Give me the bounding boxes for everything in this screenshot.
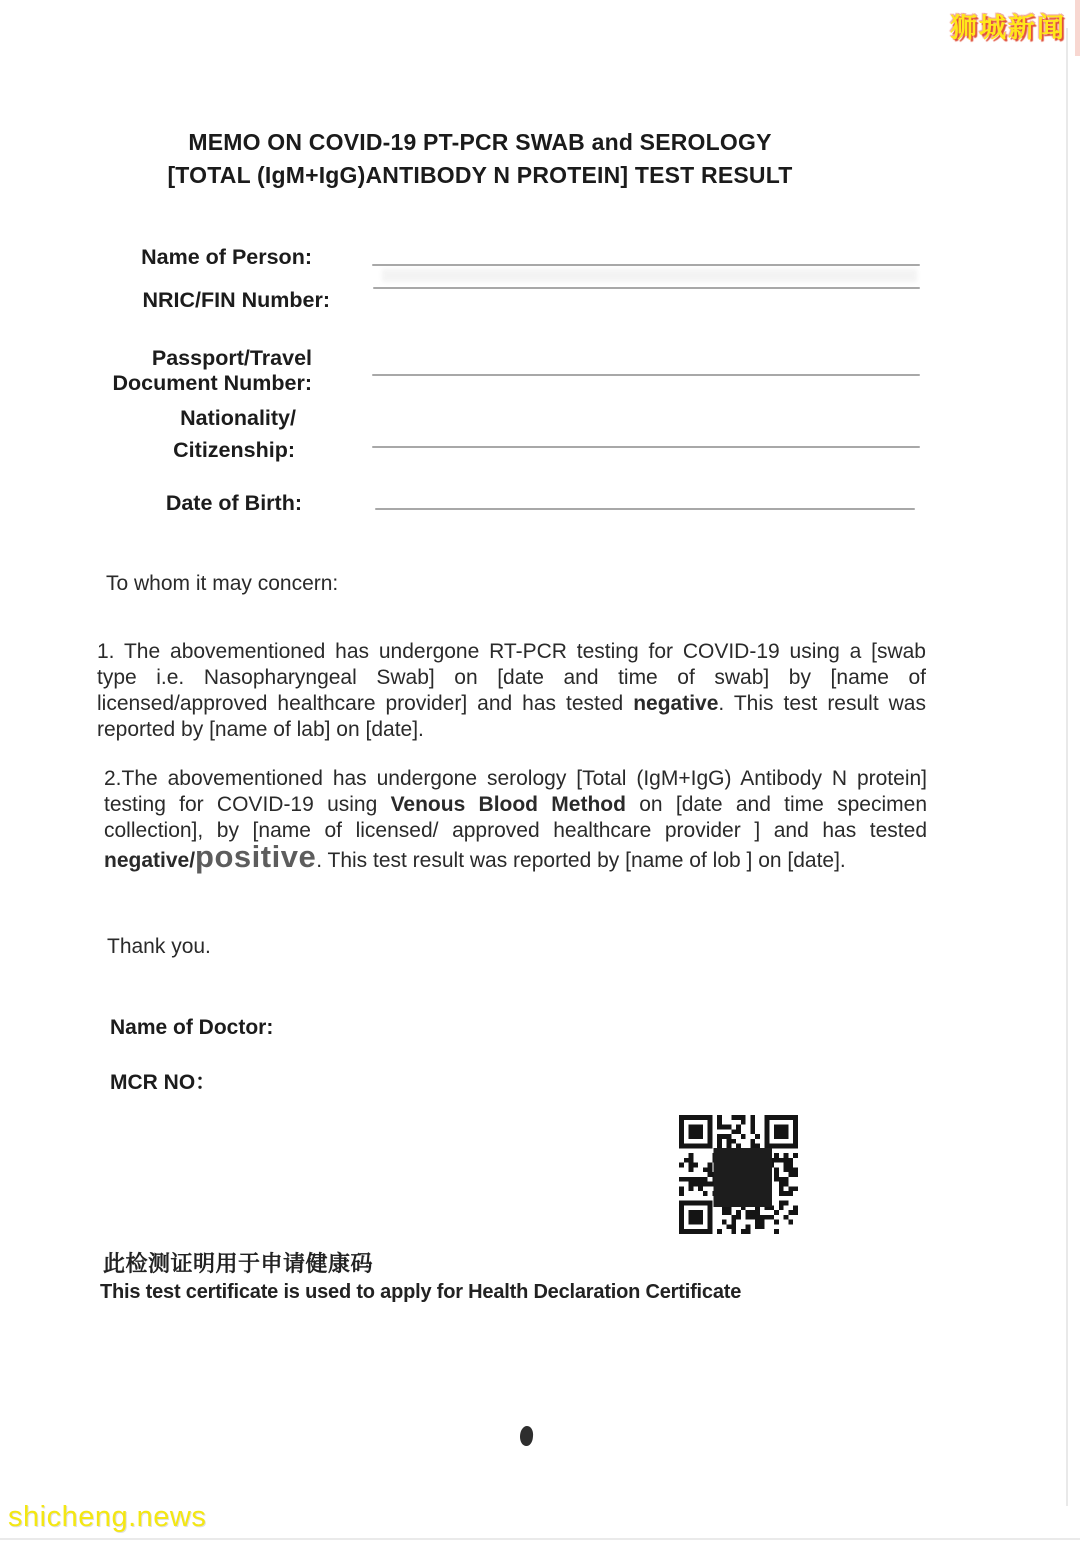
mcr-number-label: MCR NO： <box>110 1071 217 1094</box>
qr-code <box>679 1112 798 1237</box>
nric-field-line <box>373 287 920 289</box>
site-logo-watermark: 狮城新闻 <box>950 13 1066 43</box>
doctor-name-label: Name of Doctor: <box>110 1016 274 1039</box>
scan-bottom-edge <box>0 1538 1080 1540</box>
scan-corner-artifact <box>1075 0 1080 56</box>
document-title-line2: [TOTAL (IgM+IgG)ANTIBODY N PROTEIN] TEST RESULT <box>167 162 793 188</box>
document-title <box>90 126 870 192</box>
dob-field-line <box>375 508 915 510</box>
footnote-english: This test certificate is used to apply for Health Declaration Certificate <box>100 1281 742 1303</box>
field-label-citizenship: Citizenship: <box>173 438 295 462</box>
field-label-nric: NRIC/FIN Number: <box>142 288 330 312</box>
scan-page-edge <box>1066 28 1068 1506</box>
salutation: To whom it may concern: <box>106 572 339 595</box>
name-field-line <box>372 264 920 266</box>
field-label-name: Name of Person: <box>141 245 312 269</box>
paragraph-rtpcr-result: 1. The abovementioned has undergone RT-PCR testing for COVID-19 using a [swab type i.e. Nasopharyngeal Swab] on [date and time of swab] by [name of licensed/approved healthcare provider] and has tested negative. This test result was reported by [name of lab] on [date]. <box>97 640 926 741</box>
passport-field-line <box>372 374 920 376</box>
field-label-nationality: Nationality/ <box>180 406 296 430</box>
paragraph-serology-result: 2.The abovementioned has undergone serology [Total (IgM+IgG) Antibody N protein] testing for COVID-19 using Venous Blood Method on [date and time specimen collection], by [name of licensed/ approved healthcare provider ] and has tested negative/positive. This test result was reported by [name of lob ] on [date]. <box>104 767 927 874</box>
document-title-line1: MEMO ON COVID-19 PT-PCR SWAB and SEROLOGY <box>188 129 772 155</box>
site-url-watermark: shicheng.news <box>8 1501 207 1533</box>
footnote-chinese: 此检测证明用于申请健康码 <box>103 1251 374 1276</box>
field-label-dob: Date of Birth: <box>165 491 302 515</box>
citizenship-field-line <box>372 446 920 448</box>
closing-text: Thank you. <box>107 935 211 958</box>
ink-dot-artifact <box>519 1425 534 1446</box>
field-label-passport: Passport/Travel Document Number: <box>112 346 312 395</box>
scan-bleed-artifact <box>382 269 917 282</box>
